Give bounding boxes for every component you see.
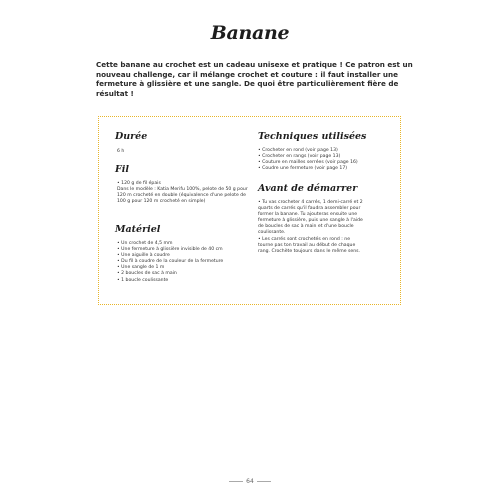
list-item: • Couture en mailles serrées (voir page 16) <box>258 160 398 166</box>
list-item: • Tu vas crocheter 4 carrés, 1 demi-carré et 2 quarts de carrés qu'il faudra assembler pour former la banane. Tu ajouteras ensuite une fermeture à glissière, puis une sangle à l'aide de boucles de sac à main et d'une boucle coulissante. <box>258 200 366 237</box>
list-item: • Une aiguille à coudre <box>117 253 257 259</box>
page-footer <box>0 478 500 485</box>
list-item: • Coudre une fermeture (voir page 17) <box>258 166 398 172</box>
list-item: • 1 boucle coulissante <box>117 278 257 284</box>
avant-heading: Avant de démarrer <box>258 183 358 194</box>
list-item: • 2 boucles de sac à main <box>117 271 257 277</box>
list-item: • Les carrés sont crochetés en rond : ne tourne pas ton travail au début de chaque rang. Crochète toujours dans le même sens. <box>258 237 366 255</box>
fil-heading: Fil <box>115 164 129 175</box>
materiel-heading: Matériel <box>115 224 161 235</box>
list-item: • Une fermeture à glissière invisible de 40 cm <box>117 247 257 253</box>
footer-dash-right <box>257 481 271 482</box>
footer-dash-left <box>229 481 243 482</box>
techniques-list <box>258 148 398 172</box>
page-title: Banane <box>210 22 290 44</box>
duree-value: 6 h <box>117 149 125 154</box>
list-item: • Un crochet de 4,5 mm <box>117 241 257 247</box>
list-item: • Une sangle de 1 m <box>117 265 257 271</box>
page-number: 64 <box>246 478 254 485</box>
avant-list <box>258 200 366 255</box>
fil-text: • 120 g de fil épais Dans le modèle : Katia Merifu 100%, pelote de 50 g pour 120 m crocheté en double (équivalence d'une pelote de 100 g pour 120 m crocheté en simple) <box>117 181 248 204</box>
materiel-list <box>117 241 257 284</box>
list-item: • Du fil à coudre de la couleur de la fermeture <box>117 259 257 265</box>
intro-paragraph: Cette banane au crochet est un cadeau unisexe et pratique ! Ce patron est un nouveau challenge, car il mélange crochet et couture : il faut installer une fermeture à glissière et une sangle. De quoi être particulièrement fière de résultat ! <box>96 60 413 98</box>
list-item: • Crocheter en rangs (voir page 13) <box>258 154 398 160</box>
techniques-heading: Techniques utilisées <box>258 131 367 142</box>
duree-heading: Durée <box>115 131 148 142</box>
list-item: • Crocheter en rond (voir page 13) <box>258 148 398 154</box>
